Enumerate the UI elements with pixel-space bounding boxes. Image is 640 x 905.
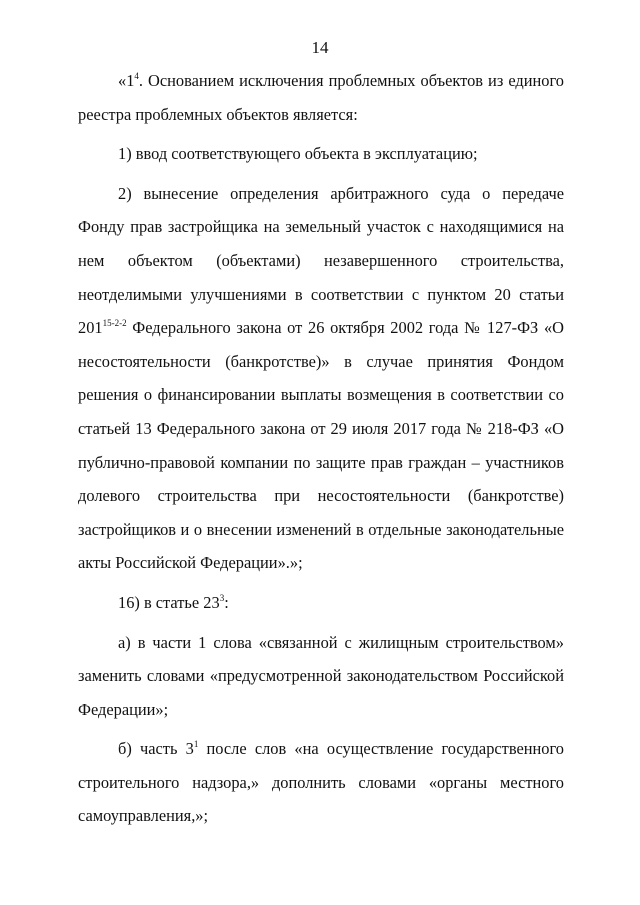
text-span: . Основанием исключения проблемных объектов из единого реестра проблемных объектов является:	[78, 71, 564, 124]
text-span: б) часть 3	[118, 739, 194, 759]
paragraph-item-1	[78, 137, 564, 171]
paragraph-item-16	[78, 586, 564, 620]
paragraph-item-2	[78, 177, 564, 580]
text-span: «1	[118, 71, 135, 90]
text-span: Федерального закона от 26 октября 2002 года № 127-ФЗ «О несостоятельности (банкротстве)» в случае принятия Фондом решения о финансировании выплаты возмещения в соответствии со статьей 13 Федерального закона от 29 июля 2017 года № 218-ФЗ «О публично-правовой компании по защите прав граждан – участников долевого строительства при несостоятельности (банкротстве) застройщиков и о внесении изменений в отдельные законодательные акты Российской Федерации».»;	[78, 318, 564, 573]
superscript: 3	[219, 592, 225, 603]
text-span: после слов «на осуществление государственного строительного надзора,» дополнить словами «органы местного самоуправления,»;	[78, 739, 565, 826]
paragraph-subitem-a	[78, 626, 564, 727]
document-body	[78, 64, 564, 833]
superscript: 1	[193, 739, 199, 750]
page-number: 14	[311, 38, 329, 57]
text-span: 16) в статье 23	[118, 592, 220, 612]
text-span: 1) ввод соответствующего объекта в эксплуатацию;	[118, 144, 478, 164]
superscript: 4	[134, 71, 139, 81]
text-span: :	[224, 592, 229, 612]
paragraph-article-1-4-intro	[78, 64, 564, 131]
superscript: 15-2-2	[102, 318, 127, 329]
text-span: а) в части 1 слова «связанной с жилищным строительством» заменить словами «предусмотренной законодательством Российской Федерации»;	[78, 632, 564, 719]
paragraph-subitem-b	[78, 732, 564, 833]
text-span: 2) вынесение определения арбитражного суда о передаче Фонду прав застройщика на земельный участок с находящимися на нем объектом (объектами) незавершенного строительства, неотделимыми улучшениями в соответствии с пунктом 20 статьи 201	[78, 183, 564, 338]
